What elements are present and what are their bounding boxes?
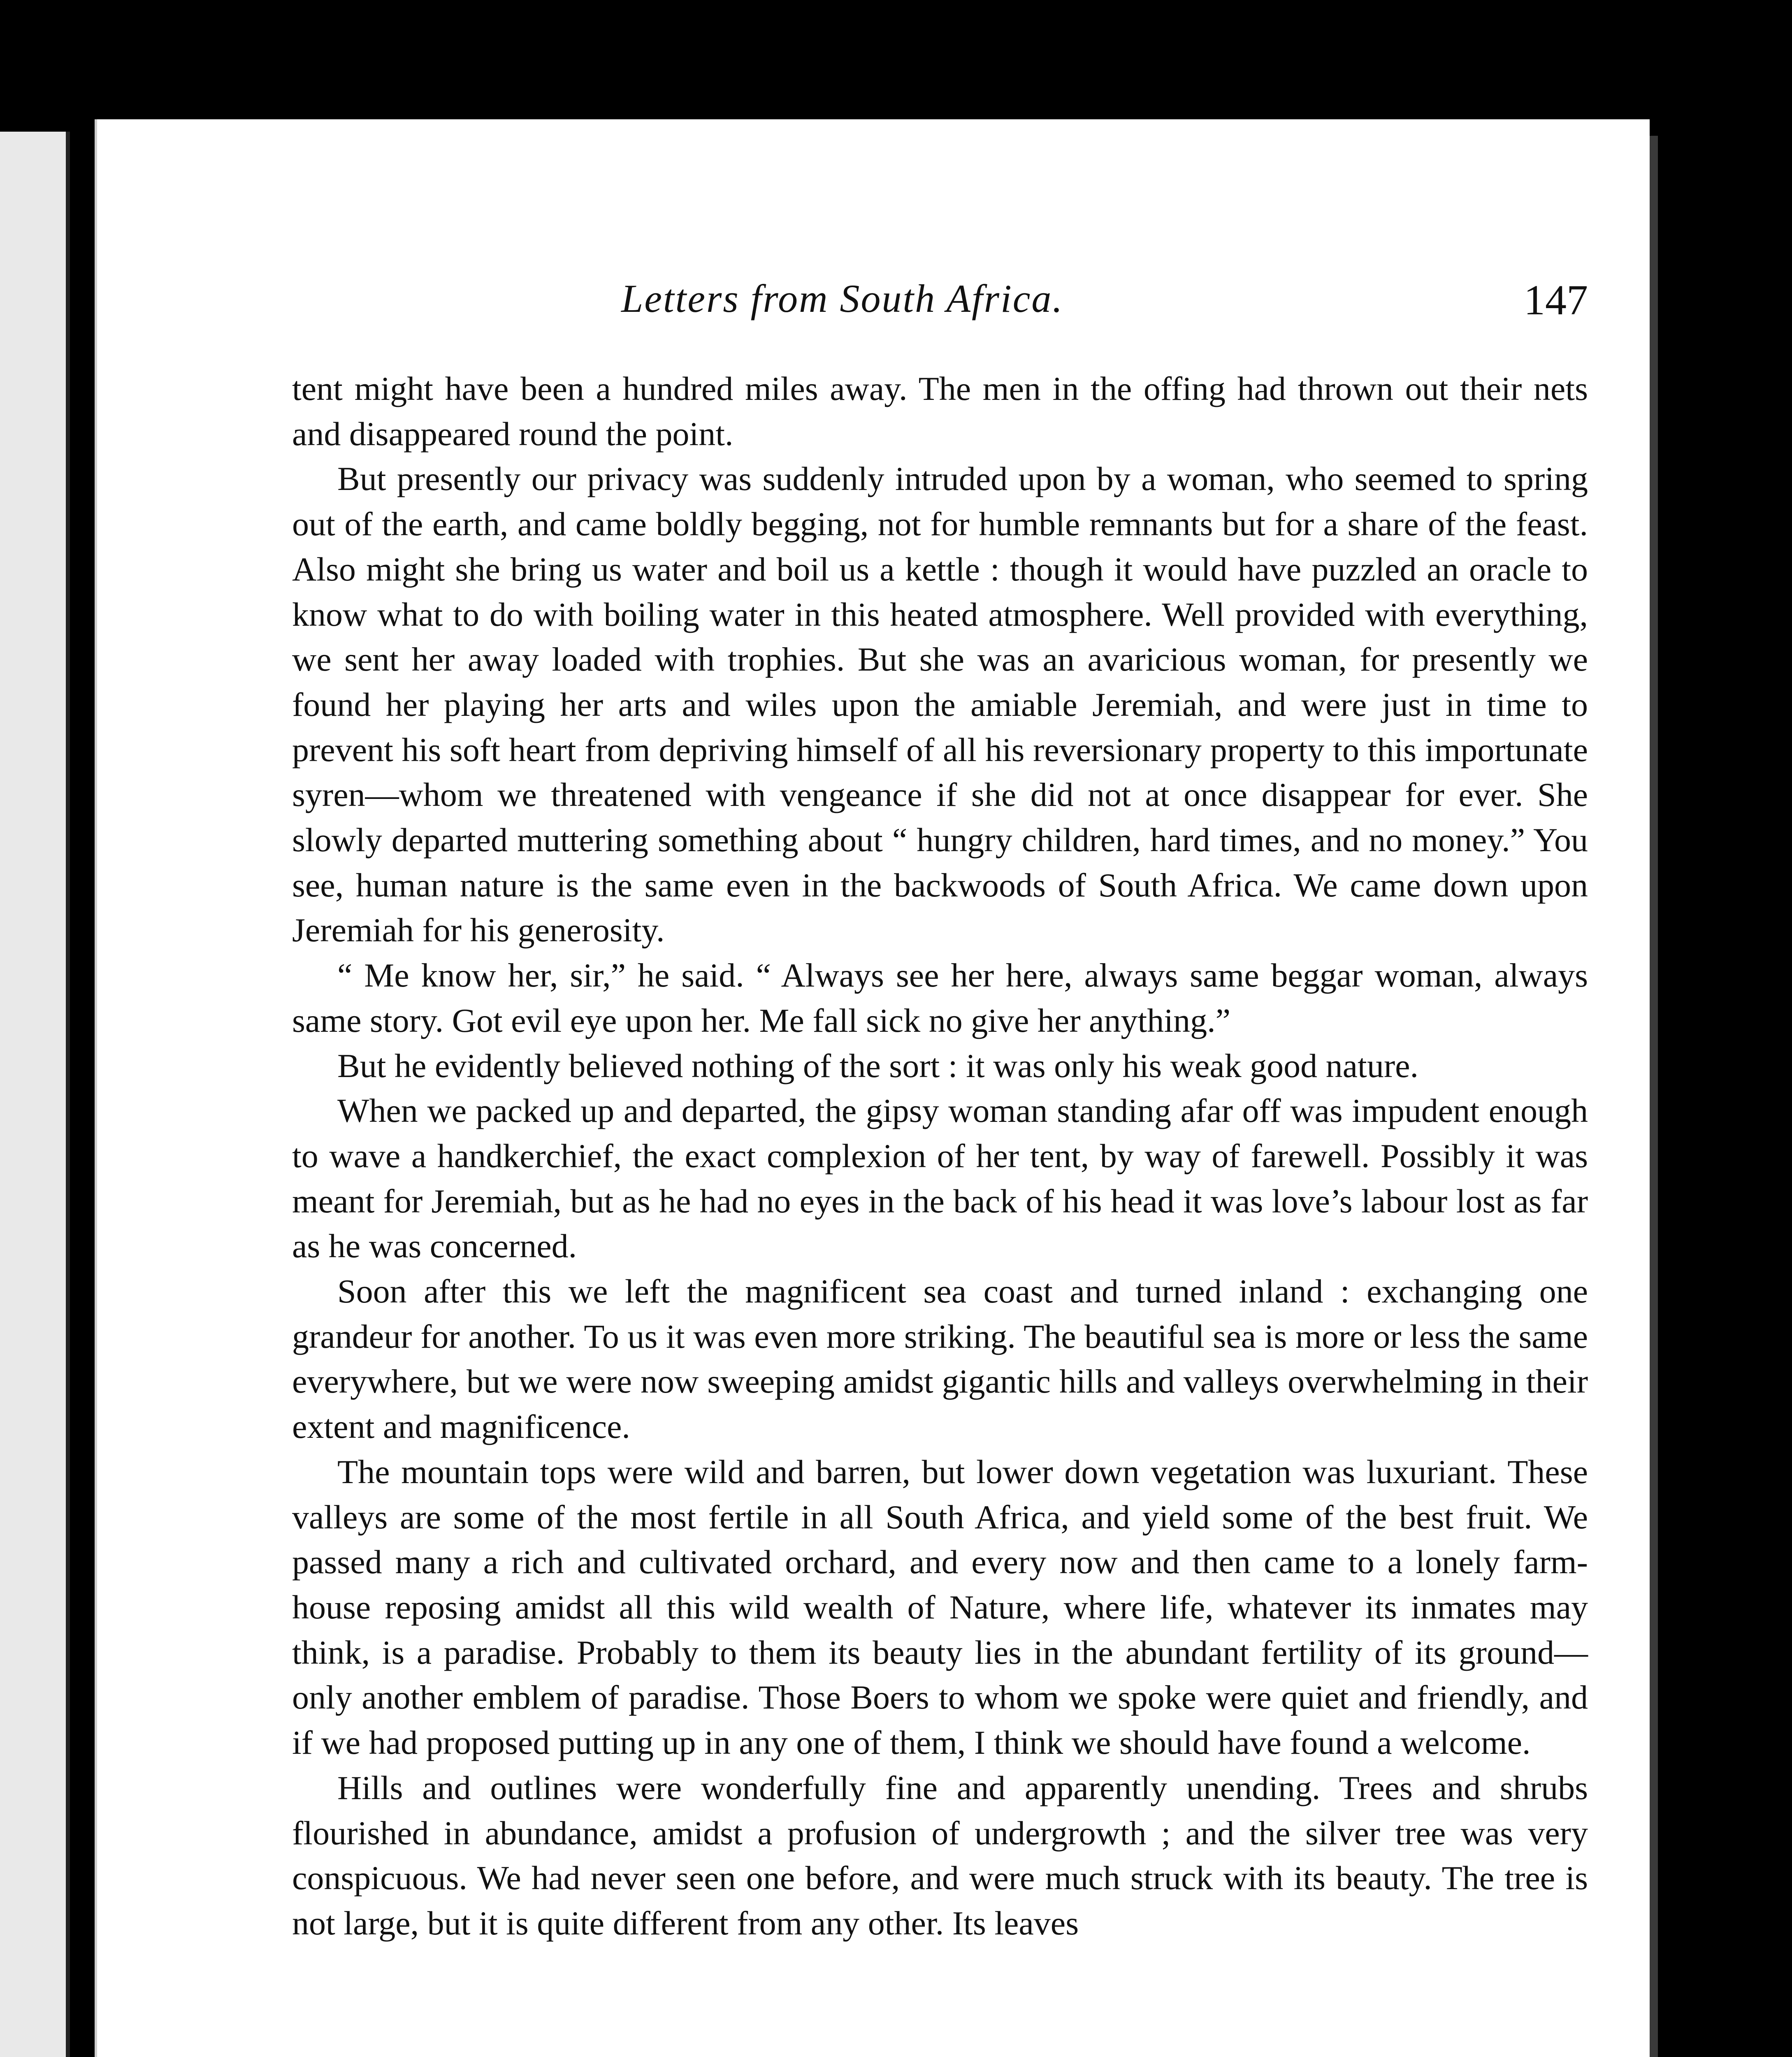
paragraph: tent might have been a hundred miles away. The men in the offing had thrown out their nets and disappeared round the point. xyxy=(292,370,1588,453)
facing-page-edge xyxy=(0,132,70,2057)
book-page xyxy=(95,119,1650,2057)
paragraph: “ Me know her, sir,” he said. “ Always see her here, always same beggar woman, always same story. Got evil eye upon her. Me fall sick no give her anything.” xyxy=(292,957,1588,1039)
paragraph: When we packed up and departed, the gipsy woman standing afar off was impudent enough to wave a handkerchief, the exact complexion of her tent, by way of farewell. Possibly it was meant for Jeremiah, but as he had no eyes in the back of his head it was love’s labour lost as far as he was concerned. xyxy=(292,1092,1588,1265)
paragraph: Soon after this we left the magnificent sea coast and turned inland : exchanging one grandeur for another. To us it was even more striking. The beautiful sea is more or less the same everywhere, but we were now sweeping amidst gigantic hills and valleys overwhelming in their extent and magnificence. xyxy=(292,1272,1588,1446)
body-text xyxy=(292,366,1588,1946)
page-header xyxy=(95,276,1650,333)
paragraph: But presently our privacy was suddenly intruded upon by a woman, who seemed to spring out of the earth, and came boldly begging, not for humble remnants but for a share of the feast. Also might she bring us water and boil us a kettle : though it would have puzzled an oracle to know what to do with boiling water in this heated atmosphere. Well provided with everything, we sent her away loaded with trophies. But she was an avaricious woman, for presently we found her playing her arts and wiles upon the amiable Jeremiah, and were just in time to prevent his soft heart from depriving himself of all his reversionary property to this importunate syren—whom we threatened with vengeance if she did not at once disappear for ever. She slowly departed muttering something about “ hungry children, hard times, and no money.” You see, human nature is the same even in the backwoods of South Africa. We came down upon Jeremiah for his generosity. xyxy=(292,460,1588,949)
running-title: Letters from South Africa. xyxy=(621,276,1064,320)
paragraph: Hills and outlines were wonderfully fine and apparently unending. Trees and shrubs flourished in abundance, amidst a profusion of undergrowth ; and the silver tree was very conspicuous. We had never seen one before, and were much struck with its beauty. The tree is not large, but it is quite different from any other. Its leaves xyxy=(292,1769,1588,1942)
paragraph: The mountain tops were wild and barren, but lower down vegetation was luxuriant. These valleys are some of the most fertile in all South Africa, and yield some of the best fruit. We passed many a rich and cultivated orchard, and every now and then came to a lonely farm-house reposing amidst all this wild wealth of Nature, where life, whatever its inmates may think, is a paradise. Probably to them its beauty lies in the abundant fertility of its ground—only another emblem of paradise. Those Boers to whom we spoke were quiet and friendly, and if we had proposed putting up in any one of them, I think we should have found a welcome. xyxy=(292,1453,1588,1762)
page-number: 147 xyxy=(1524,276,1588,324)
paragraph: But he evidently believed nothing of the sort : it was only his weak good nature. xyxy=(337,1047,1419,1084)
